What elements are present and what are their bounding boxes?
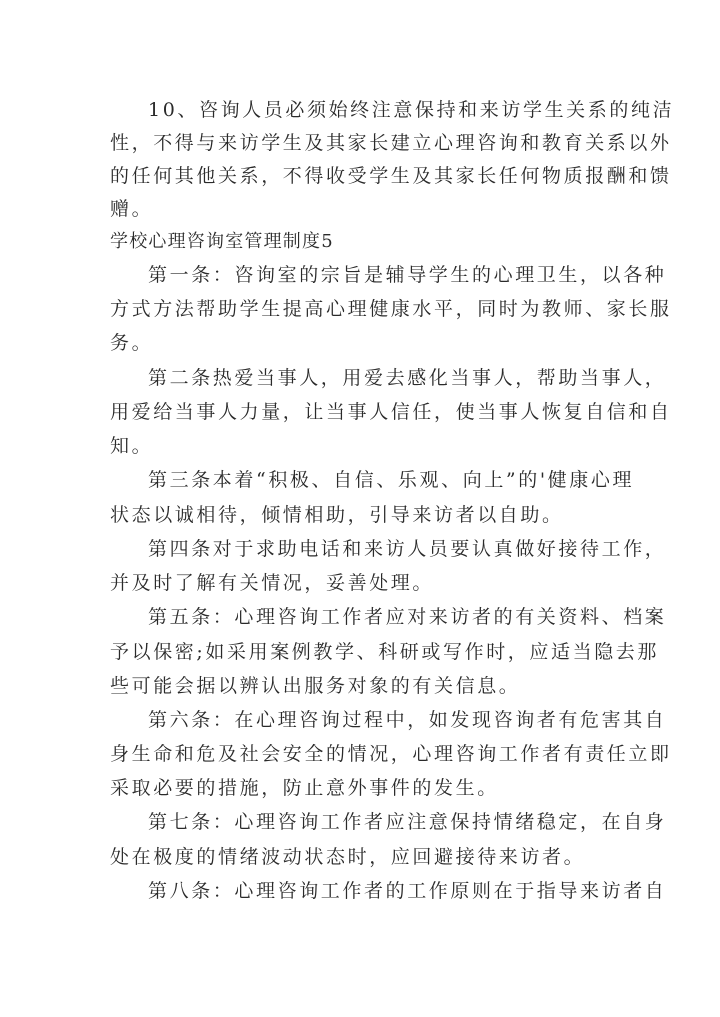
text-line: 的任何其他关系，不得收受学生及其家长任何物质报酬和馈 bbox=[110, 165, 672, 187]
text-line: 10、咨询人员必须始终注意保持和来访学生关系的纯洁 bbox=[148, 99, 675, 121]
text-line: 处在极度的情绪波动状态时，应回避接待来访者。 bbox=[110, 846, 586, 868]
text-line: 用爱给当事人力量，让当事人信任，使当事人恢复自信和自 bbox=[110, 401, 672, 423]
text-line: 第一条：咨询室的宗旨是辅导学生的心理卫生，以各种 bbox=[148, 264, 667, 286]
text-line: 知。 bbox=[110, 435, 154, 457]
document-body bbox=[110, 0, 675, 1017]
text-line: 些可能会据以辨认出服务对象的有关信息。 bbox=[110, 675, 521, 697]
text-line: 第八条：心理咨询工作者的工作原则在于指导来访者自 bbox=[148, 880, 667, 902]
text-line: 第六条：在心理咨询过程中，如发现咨询者有危害其自 bbox=[148, 709, 667, 731]
text-line: 并及时了解有关情况，妥善处理。 bbox=[110, 572, 435, 594]
text-line: 第七条：心理咨询工作者应注意保持情绪稳定，在自身 bbox=[148, 811, 667, 833]
text-line: 第三条本着“积极、自信、乐观、向上”的'健康心理 bbox=[148, 469, 635, 491]
text-line: 方式方法帮助学生提高心理健康水平，同时为教师、家长服 bbox=[110, 298, 672, 320]
text-line: 予以保密;如采用案例教学、科研或写作时，应适当隐去那 bbox=[110, 641, 660, 663]
text-line: 第二条热爱当事人，用爱去感化当事人，帮助当事人， bbox=[148, 367, 667, 389]
text-line: 身生命和危及社会安全的情况，心理咨询工作者有责任立即 bbox=[110, 743, 672, 765]
section-heading: 学校心理咨询室管理制度5 bbox=[110, 231, 334, 252]
text-line: 状态以诚相待，倾情相助，引导来访者以自助。 bbox=[110, 504, 564, 526]
text-line: 第五条：心理咨询工作者应对来访者的有关资料、档案 bbox=[148, 606, 667, 628]
text-line: 采取必要的措施，防止意外事件的发生。 bbox=[110, 777, 499, 799]
text-line: 第四条对于求助电话和来访人员要认真做好接待工作， bbox=[148, 538, 667, 560]
text-line: 务。 bbox=[110, 332, 154, 354]
text-line: 性，不得与来访学生及其家长建立心理咨询和教育关系以外 bbox=[110, 132, 672, 154]
text-line: 赠。 bbox=[110, 198, 154, 220]
